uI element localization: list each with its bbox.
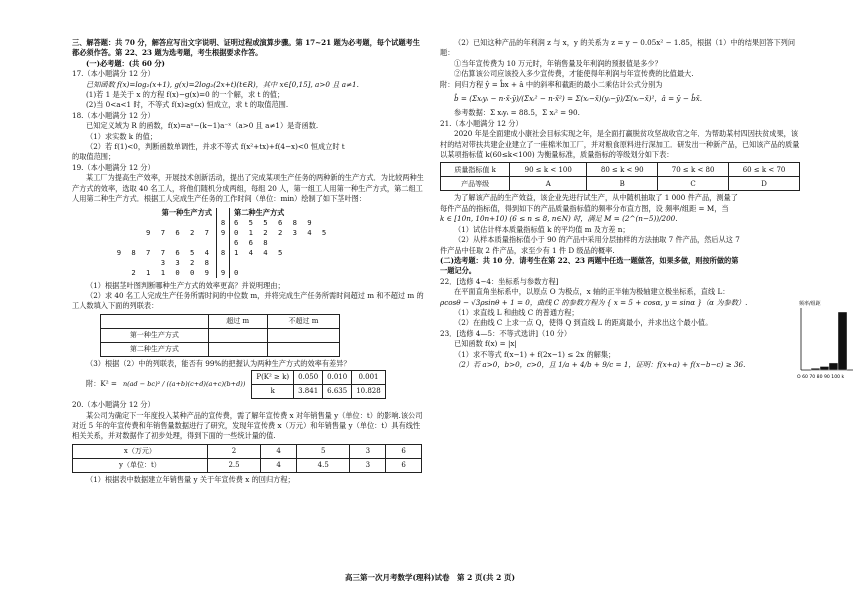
q19-part3: （3）根据（2）中的列联表，能否有 99%的把握认为两种生产方式的效率有差异？ — [86, 358, 351, 368]
q17-title: 17.（本小题满分 12 分） — [72, 69, 155, 79]
q20-part2: （2）已知这种产品的年利润 z 与 x，y 的关系为 z = y − 0.05x² − 1.85，根据（1）中的结果回答下列问题： — [440, 38, 796, 58]
stem-row: 8 6 5 5 6 8 9 — [112, 218, 427, 228]
required-header: (一)必考题：(共 60 分) — [86, 58, 165, 68]
frequency-histogram — [797, 298, 855, 380]
q22-title: 22．[选修 4−4：坐标系与参数方程] — [440, 276, 559, 286]
hist-bar — [829, 363, 838, 370]
stem-right-header: 第二种生产方式 — [234, 207, 285, 217]
q18-part2b: 的取值范围； — [72, 152, 116, 162]
q21-part2: （2）从样本质量指标值小于 90 的产品中采用分层抽样的方法抽取 7 件产品，然后从这 7 件产品中任取 2 件产品，求至少有 1 件 D 级品的概率. — [440, 235, 740, 255]
q17-part1: (1)若 1 是关于 x 的方程 f(x)−g(x)=0 的一个解，求 t 的值； — [86, 90, 285, 100]
q20-reference: 参考数据：Σ xᵢyᵢ = 88.5，Σ xᵢ² = 90. — [454, 108, 580, 118]
hist-y-label: 频率/组距 — [799, 301, 821, 307]
q19-part2: （2）求 40 名工人完成生产任务所需时间的中位数 m，并将完成生产任务所需时间超过 m 和不超过 m 的工人数填入下面的列联表： — [72, 290, 424, 311]
q19-title: 19.（本小题满分 12 分） — [72, 162, 155, 172]
q20-text: 某公司为确定下一年度投入某种产品的宣传费，需了解年宣传费 x 对年销售量 y（单位：t）的影响.该公司对近 5 年的年宣传费和年销售量数据进行了研究，发现年宣传费 x（万元）和年销售量 y（单位：t）具有线性相关关系，并对数据作了初步处理，得到下面的一些统计量的值. — [72, 410, 423, 441]
q22-part1: （1）求直线 L 和曲线 C 的普通方程； — [454, 307, 579, 317]
hist-bars — [811, 312, 847, 370]
q22-text2: ρcosθ − √3ρsinθ + 1 = 0，曲线 C 的参数方程为 { x = 5 + cosα, y = sinα }（α 为参数）. — [440, 297, 748, 307]
k2-label: 附：K² = — [86, 379, 117, 389]
stem-row: 9 8 7 7 6 5 4 3 3 2 8 8 1 4 4 5 — [116, 247, 286, 267]
stem-leaf-plot — [112, 208, 427, 278]
q20-part2-i: ①当年宣传费为 10 万元时，年销售量及年利润的预报值是多少？ — [454, 58, 662, 68]
q21-text3: k ∈ [10n, 10n+10) (6 ≤ n ≤ 8, n∈N) 时，满足 M = (2^(n−5))/200. — [440, 214, 678, 224]
q18-part2: （2）若 f(1)<0，判断函数单调性，并求不等式 f(x²+tx)+f(4−x)<0 恒成立时 t — [86, 142, 345, 152]
q21-part1: （1）试估计样本质量指标值 k 的平均值 m 及方差 n； — [454, 224, 630, 234]
hist-bar — [811, 368, 820, 370]
q21-text: 2020 年是全面建成小康社会目标实现之年，是全面打赢脱贫攻坚战收官之年．为帮助某村四因扶贫成果，该村的结对带扶共建企业建立了一座棉米加工厂，并对粮食原料进行深加工．研发出一种新产品，已知该产品的质量以某项指标值 k(60≤k<100) 为衡量标准，质量指标的等级划分如下表： — [440, 129, 800, 160]
contingency-table: 超过 m 不超过 m 第一种生产方式 第二种生产方式 — [100, 314, 340, 357]
stem-row: 2 1 1 0 0 9 9 0 — [131, 267, 242, 277]
q18-title: 18.（本小题满分 12 分） — [72, 110, 155, 120]
q23-part1: （1）求不等式 f(x−1) + f(2x−1) ≤ 2x 的解集； — [454, 349, 616, 359]
q18-part1: （1）求实数 k 的值； — [86, 131, 157, 141]
stem-row: 9 7 6 2 7 9 0 1 2 2 3 4 5 6 6 8 — [146, 227, 330, 247]
q21-text2: 为了解该产品的生产效益，该企业先进行试生产，从中随机抽取了 1 000 件产品，测量了每件产品的指标值，得到如下的产品质量指标值的频率分布直方图，设 频率/组距 = M，当 — [440, 193, 738, 213]
critical-value-table: P(K² ≥ k) 0.050 0.010 0.001 k 3.841 6.635 10.828 — [251, 370, 385, 399]
q22-text: 在平面直角坐标系中，以原点 O 为极点，x 轴的正半轴为极轴建立极坐标系，直线 L： — [454, 287, 730, 297]
k2-block — [86, 370, 427, 399]
q20-part1: （1）根据表中数据建立年销售量 y 关于年宣传费 x 的回归方程； — [86, 474, 295, 484]
optional-header: (二)选考题：共 10 分．请考生在第 22、23 两题中任选一题做答，如果多做，则按所做的第一题记分。 — [440, 255, 739, 276]
q22-part2: （2）在曲线 C 上求一点 Q，使得 Q 到直线 L 的距离最小，并求出这个最小值。 — [454, 318, 713, 328]
hist-x-label: O 60 70 80 90 100 k — [797, 375, 845, 380]
q20-title: 20.（本小题满分 12 分） — [72, 400, 155, 410]
xy-data-table: x（万元） 2 4 5 3 6 y（单位：t） 2.5 4 4.5 3 6 — [72, 444, 422, 473]
right-column — [440, 38, 805, 370]
q23-text: 已知函数 f(x) = |x| — [454, 339, 517, 349]
hist-bar — [838, 312, 847, 370]
q18-text: 已知定义域为 R 的函数，f(x)=aˣ−(k−1)a⁻ˣ（a>0 且 a≠1）是奇函数. — [86, 121, 319, 131]
grade-table: 质量指标值 k 90 ≤ k < 100 80 ≤ k < 90 70 ≤ k < 80 60 ≤ k < 70 产品等级 A B C D — [440, 162, 800, 191]
q20-part2-ii: ②估算该公司应该投入多少宣传费，才能使得年利润与年宣传费的比值最大. — [454, 69, 694, 79]
hist-bar — [820, 366, 829, 370]
q23-part2: （2）若 a>0，b>0，c>0，且 1/a + 4/b + 9/c = 1，证明：f(x+a) + f(x−b−c) ≥ 36. — [454, 359, 746, 369]
section-header: 三、解答题：共 70 分，解答应写出文字说明、证明过程或演算步骤。第 17~21 题为必考题，每个试题考生都必须作答。第 22、23 题为选考题，考生根据要求作答。 — [72, 38, 420, 58]
left-column — [72, 38, 427, 485]
q21-title: 21.（本小题满分 12 分） — [440, 118, 523, 128]
q20-note: 附：问归方程 ŷ = b̂x + â 中的斜率和截距的最小二乘估计公式分别为 — [440, 79, 663, 89]
page-footer: 高三第一次月考数学(理科)试卷 第 2 页(共 2 页) — [344, 573, 516, 582]
q19-text: 某工厂为提高生产效率，开展技术创新活动，提出了完成某项生产任务的两种新的生产方式．为比较两种生产方式的效率，选取 40 名工人，将他们随机分成两组，每组 20 人，第一组工人用第一种生产方式，第二组工人用第二种生产方式．根据工人完成生产任务的工作时间（单位：min）绘制了如下茎叶图： — [72, 173, 424, 204]
k2-formula: n(ad − bc)² / ((a+b)(c+d)(a+c)(b+d)) — [122, 380, 246, 389]
q20-formula: b̂ = (Σxᵢyᵢ − n·x̄·ȳ)/(Σxᵢ² − n·x̄²) = Σ(xᵢ−x̄)(yᵢ−ȳ)/Σ(xᵢ−x̄)²，â = ȳ − b̂x̄. — [454, 94, 703, 104]
q19-part1: （1）根据茎叶图判断哪种生产方式的效率更高？并说明理由； — [86, 280, 285, 290]
stem-left-header: 第一种生产方式 — [161, 207, 212, 217]
q17-part2: (2)当 0<a<1 时，不等式 f(x)≥g(x) 恒成立，求 t 的取值范围. — [86, 100, 289, 110]
q23-title: 23．[选修 4—5：不等式选讲]（10 分） — [440, 328, 572, 338]
q17-text: 已知函数 f(x)=log₂(x+1), g(x)=2log₂(2x+t)(t∈R)，其中 x∈[0,15], a>0 且 a≠1. — [86, 79, 359, 89]
